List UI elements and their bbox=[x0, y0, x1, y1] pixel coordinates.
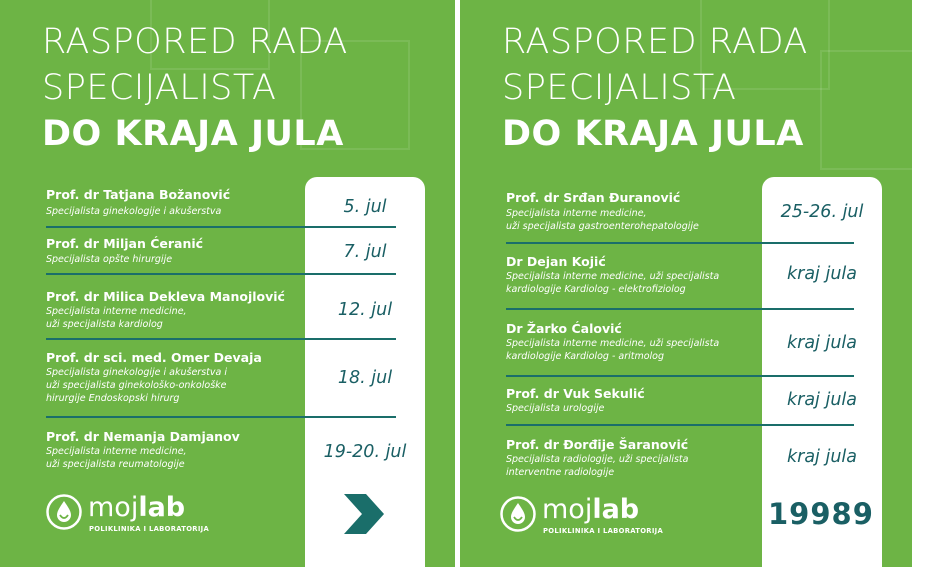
doctor-name: Prof. dr sci. med. Omer Devaja bbox=[46, 350, 262, 365]
logo-wordmark: mojlab bbox=[88, 492, 186, 523]
doctor-specialty: Specijalista ginekologije i akušerstva i uži specijalista ginekološko-onkološke hirurgije Endoskopski hirurg bbox=[46, 367, 227, 404]
doctor-name: Prof. dr Vuk Sekulić bbox=[506, 386, 645, 401]
row-divider bbox=[506, 375, 854, 377]
doctor-specialty: Specijalista urologije bbox=[506, 403, 605, 414]
appointment-date: 18. jul bbox=[337, 368, 393, 388]
background-cross-pattern bbox=[820, 50, 912, 170]
right-schedule-panel bbox=[460, 0, 912, 567]
drop-logo-icon bbox=[46, 494, 82, 530]
appointment-date: kraj jula bbox=[786, 333, 858, 353]
doctor-specialty: Specijalista interne medicine, uži specijalista kardiologije Kardiolog - elektrofiziolog bbox=[506, 271, 720, 295]
doctor-name: Prof. dr Tatjana Božanović bbox=[46, 187, 231, 202]
doctor-specialty: Specijalista radiologije, uži specijalista interventne radiologije bbox=[506, 454, 689, 478]
row-divider bbox=[46, 416, 396, 418]
drop-logo-icon bbox=[500, 496, 536, 532]
doctor-name: Prof. dr Đorđije Šaranović bbox=[506, 437, 689, 452]
title-line-3: DO KRAJA JULA bbox=[42, 114, 344, 154]
doctor-specialty: Specijalista ginekologije i akušerstva bbox=[46, 206, 222, 217]
phone-number: 19989 bbox=[768, 497, 874, 531]
logo-subtitle: POLIKLINIKA I LABORATORIJA bbox=[543, 527, 664, 535]
row-divider bbox=[46, 226, 396, 228]
title-line-2: SPECIJALISTA bbox=[502, 68, 737, 108]
mojlab-logo bbox=[46, 492, 210, 536]
chevron-right-icon bbox=[342, 492, 386, 536]
doctor-name: Prof. dr Milica Dekleva Manojlović bbox=[46, 289, 285, 304]
title-line-3: DO KRAJA JULA bbox=[502, 114, 804, 154]
right-margin bbox=[912, 0, 927, 567]
doctor-specialty: Specijalista interne medicine, uži specijalista reumatologije bbox=[46, 446, 187, 470]
row-divider bbox=[46, 338, 396, 340]
doctor-specialty: Specijalista opšte hirurgije bbox=[46, 254, 173, 265]
title-line-1: RASPORED RADA bbox=[42, 22, 348, 62]
doctor-name: Prof. dr Miljan Ćeranić bbox=[46, 236, 204, 251]
appointment-date: 25-26. jul bbox=[780, 202, 864, 222]
appointment-date: kraj jula bbox=[786, 390, 858, 410]
appointment-date: 19-20. jul bbox=[323, 442, 407, 462]
logo-subtitle: POLIKLINIKA I LABORATORIJA bbox=[89, 525, 210, 533]
row-divider bbox=[506, 308, 854, 310]
appointment-date: 5. jul bbox=[343, 197, 387, 217]
doctor-name: Dr Žarko Ćalović bbox=[506, 321, 622, 336]
title-line-2: SPECIJALISTA bbox=[42, 68, 277, 108]
appointment-date: kraj jula bbox=[786, 447, 858, 467]
row-divider bbox=[506, 242, 854, 244]
doctor-name: Prof. dr Srđan Đuranović bbox=[506, 190, 681, 205]
row-divider bbox=[46, 273, 396, 275]
appointment-date: 7. jul bbox=[343, 242, 387, 262]
doctor-name: Dr Dejan Kojić bbox=[506, 254, 606, 269]
mojlab-logo bbox=[500, 494, 664, 538]
row-divider bbox=[506, 424, 854, 426]
doctor-name: Prof. dr Nemanja Damjanov bbox=[46, 429, 240, 444]
appointment-date: 12. jul bbox=[337, 300, 393, 320]
doctor-specialty: Specijalista interne medicine, uži specijalista kardiolog bbox=[46, 306, 187, 330]
doctor-specialty: Specijalista interne medicine, uži specijalista kardiologije Kardiolog - aritmolog bbox=[506, 338, 720, 362]
doctor-specialty: Specijalista interne medicine, uži specijalista gastroenterohepatologije bbox=[506, 208, 699, 232]
title-line-1: RASPORED RADA bbox=[502, 22, 808, 62]
left-schedule-panel bbox=[0, 0, 455, 567]
appointment-date: kraj jula bbox=[786, 264, 858, 284]
logo-wordmark: mojlab bbox=[542, 494, 640, 525]
